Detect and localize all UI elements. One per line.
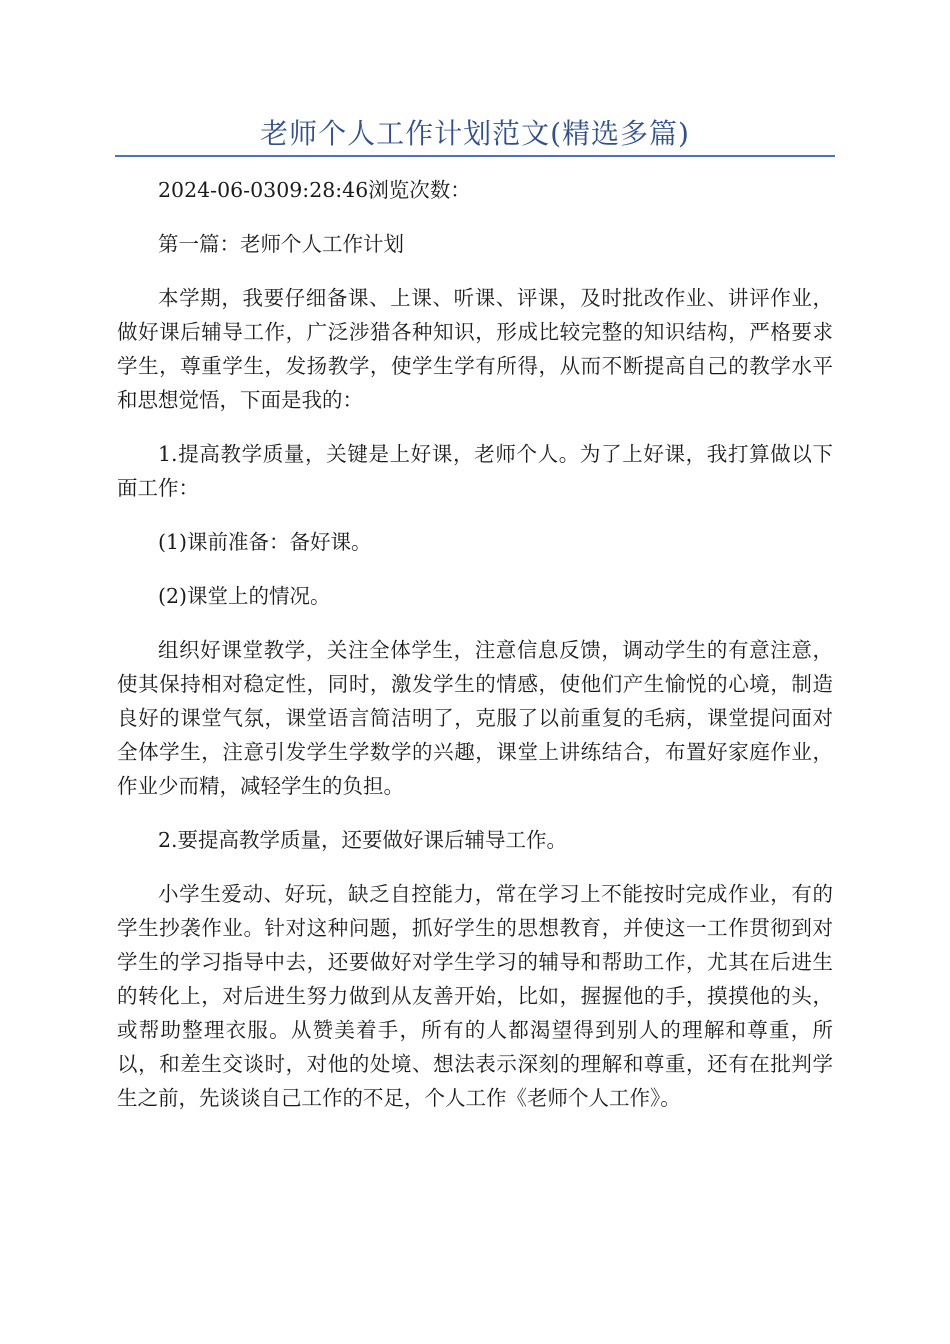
paragraph: 1.提高教学质量，关键是上好课，老师个人。为了上好课，我打算做以下面工作： [117, 442, 833, 500]
paragraph: (2)课堂上的情况。 [158, 584, 331, 608]
document-body [117, 173, 833, 1135]
title-underline [115, 155, 835, 157]
paragraph: 组织好课堂教学，关注全体学生，注意信息反馈，调动学生的有意注意，使其保持相对稳定性，同时，激发学生的情感，使他们产生愉悦的心境，制造良好的课堂气氛，课堂语言简洁明了，克服了以前重复的毛病，课堂提问面对全体学生，注意引发学生学数学的兴趣，课堂上讲练结合，布置好家庭作业，作业少而精，减轻学生的负担。 [117, 638, 833, 798]
meta-line: 2024-06-0309:28:46浏览次数： [158, 178, 471, 202]
paragraph: 本学期，我要仔细备课、上课、听课、评课，及时批改作业、讲评作业，做好课后辅导工作，广泛涉猎各种知识，形成比较完整的知识结构，严格要求学生，尊重学生，发扬教学，使学生学有所得，从而不断提高自己的教学水平和思想觉悟，下面是我的： [117, 286, 833, 412]
section-heading: 第一篇：老师个人工作计划 [158, 232, 404, 256]
paragraph: (1)课前准备：备好课。 [158, 530, 372, 554]
paragraph: 小学生爱动、好玩，缺乏自控能力，常在学习上不能按时完成作业，有的学生抄袭作业。针对这种问题，抓好学生的思想教育，并使这一工作贯彻到对学生的学习指导中去，还要做好对学生学习的辅导和帮助工作，尤其在后进生的转化上，对后进生努力做到从友善开始，比如，握握他的手，摸摸他的头，或帮助整理衣服。从赞美着手，所有的人都渴望得到别人的理解和尊重，所以，和差生交谈时，对他的处境、想法表示深刻的理解和尊重，还有在批判学生之前，先谈谈自己工作的不足，个人工作《老师个人工作》。 [117, 882, 833, 1110]
paragraph: 2.要提高教学质量，还要做好课后辅导工作。 [158, 828, 568, 852]
document-title: 老师个人工作计划范文(精选多篇) [260, 117, 690, 150]
